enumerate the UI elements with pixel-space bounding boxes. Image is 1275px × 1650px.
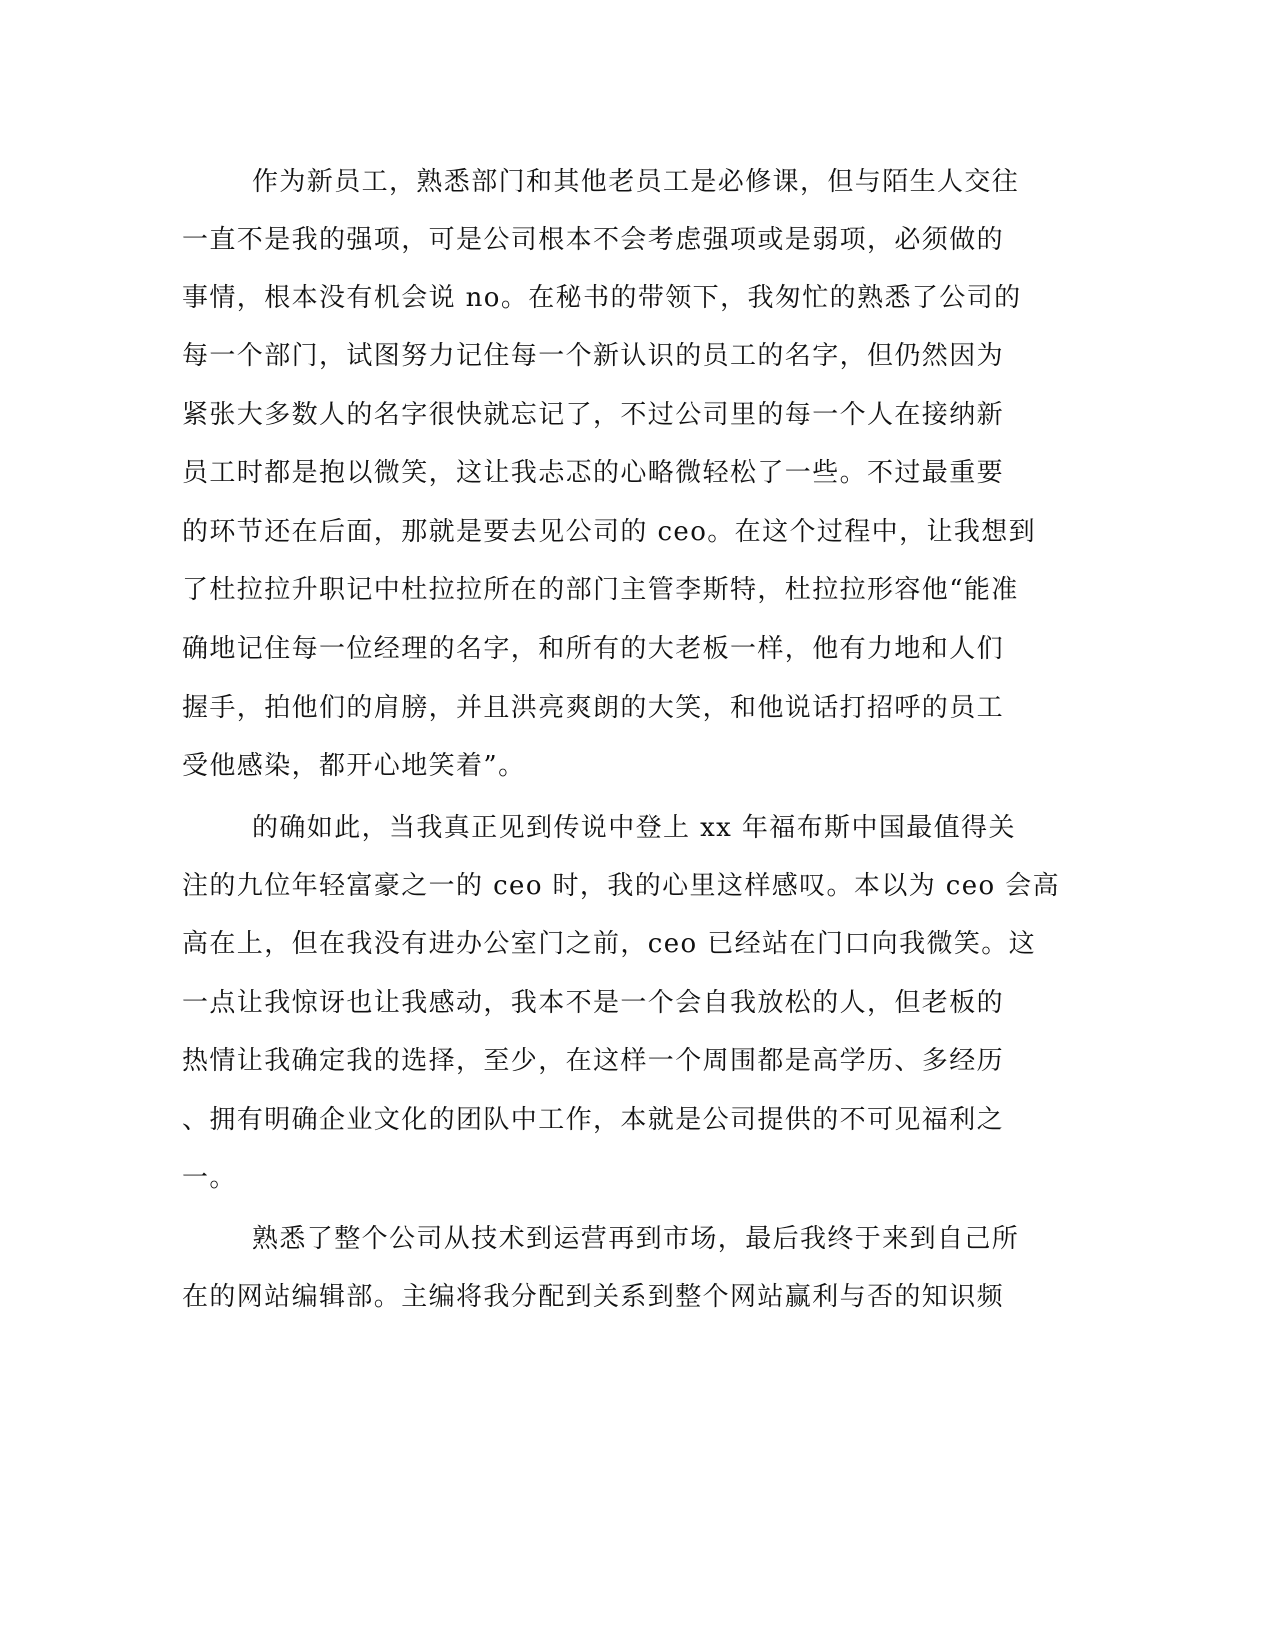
paragraph-1-line-6: 员工时都是抱以微笑，这让我忐忑的心略微轻松了一些。不过最重要	[182, 458, 1005, 488]
paragraph-1-line-11: 受他感染，都开心地笑着”。	[182, 751, 526, 781]
paragraph-2-line-5: 热情让我确定我的选择，至少，在这样一个周围都是高学历、多经历	[182, 1046, 1005, 1076]
paragraph-1-line-9: 确地记住每一位经理的名字，和所有的大老板一样，他有力地和人们	[182, 634, 1005, 664]
paragraph-2-line-7: 一。	[182, 1163, 237, 1193]
paragraph-1-line-4: 每一个部门，试图努力记住每一个新认识的员工的名字，但仍然因为	[182, 341, 1005, 371]
paragraph-1-line-7: 的环节还在后面，那就是要去见公司的 ceo。在这个过程中，让我想到	[182, 517, 1037, 547]
paragraph-2-line-3: 高在上，但在我没有进办公室门之前，ceo 已经站在门口向我微笑。这	[182, 929, 1037, 959]
paragraph-1-line-10: 握手，拍他们的肩膀，并且洪亮爽朗的大笑，和他说话打招呼的员工	[182, 693, 1005, 723]
paragraph-2-line-6: 、拥有明确企业文化的团队中工作，本就是公司提供的不可见福利之	[182, 1105, 1005, 1135]
paragraph-3-line-2: 在的网站编辑部。主编将我分配到关系到整个网站赢利与否的知识频	[182, 1282, 1005, 1312]
paragraph-2-line-1: 的确如此，当我真正见到传说中登上 xx 年福布斯中国最值得关	[252, 813, 1016, 843]
paragraph-1-line-8: 了杜拉拉升职记中杜拉拉所在的部门主管李斯特，杜拉拉形容他“能准	[182, 575, 1019, 605]
paragraph-2-line-2: 注的九位年轻富豪之一的 ceo 时，我的心里这样感叹。本以为 ceo 会高	[182, 871, 1061, 901]
paragraph-1-line-1: 作为新员工，熟悉部门和其他老员工是必修课，但与陌生人交往	[252, 167, 1020, 197]
paragraph-3-line-1: 熟悉了整个公司从技术到运营再到市场，最后我终于来到自己所	[252, 1224, 1020, 1254]
paragraph-1-line-3: 事情，根本没有机会说 no。在秘书的带领下，我匆忙的熟悉了公司的	[182, 283, 1022, 313]
paragraph-1-line-5: 紧张大多数人的名字很快就忘记了，不过公司里的每一个人在接纳新	[182, 400, 1005, 430]
paragraph-1-line-2: 一直不是我的强项，可是公司根本不会考虑强项或是弱项，必须做的	[182, 225, 1005, 255]
paragraph-2-line-4: 一点让我惊讶也让我感动，我本不是一个会自我放松的人，但老板的	[182, 988, 1005, 1018]
